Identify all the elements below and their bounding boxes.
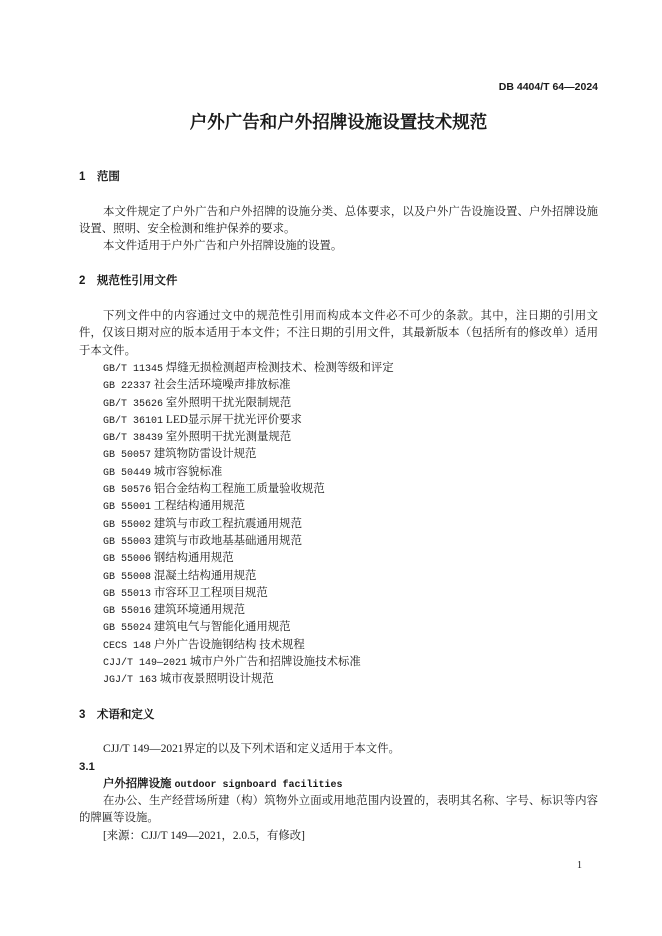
reference-item [79, 568, 598, 585]
term-entry [79, 759, 598, 845]
reference-title: 户外广告设施钢结构 技术规程 [153, 638, 305, 651]
reference-title: 市容环卫工程项目规范 [153, 586, 268, 599]
reference-item [79, 429, 598, 446]
terms-intro-paragraph: CJJ/T 149—2021界定的以及下列术语和定义适用于本文件。 [103, 743, 400, 756]
reference-item [79, 619, 598, 636]
reference-title: 城市户外广告和招牌设施技术标准 [189, 656, 361, 669]
reference-code: JGJ/T 163 [103, 675, 158, 687]
reference-code: GB 55006 [103, 554, 152, 566]
section-number: 2 [79, 275, 86, 288]
reference-title: 混凝土结构通用规范 [153, 569, 257, 582]
reference-item [79, 654, 598, 671]
section-title: 范围 [96, 171, 120, 183]
reference-item [79, 481, 598, 498]
reference-item [79, 533, 598, 550]
reference-item [79, 498, 598, 515]
reference-list [79, 360, 598, 689]
page-number: 1 [577, 860, 582, 871]
reference-title: 建筑与市政工程抗震通用规范 [153, 517, 302, 530]
reference-title: LED显示屏干扰光评价要求 [165, 413, 302, 426]
reference-title: 铝合金结构工程施工质量验收规范 [153, 483, 325, 496]
reference-code: GB/T 35626 [103, 398, 164, 410]
reference-item [79, 377, 598, 394]
reference-item [79, 360, 598, 377]
term-source: [来源：CJJ/T 149—2021，2.0.5，有修改] [103, 829, 305, 842]
reference-item [79, 602, 598, 619]
document-code: DB 4404/T 64—2024 [498, 81, 598, 93]
section-number: 1 [79, 171, 86, 183]
reference-code: GB 55003 [103, 536, 152, 548]
section-heading-terms-and-definitions [79, 707, 598, 724]
reference-item [79, 464, 598, 481]
reference-code: GB 55016 [103, 606, 152, 618]
references-intro-paragraph: 下列文件中的内容通过文中的规范性引用而构成本文件必不可少的条款。其中，注日期的引用文件，仅该日期对应的版本适用于本文件；不注日期的引用文件，其最新版本（包括所有的修改单）适用于本文件。 [79, 310, 598, 357]
reference-title: 焊缝无损检测超声检测技术、检测等级和评定 [165, 361, 394, 374]
term-heading [79, 776, 598, 793]
term-clause-number: 3.1 [79, 760, 95, 773]
reference-code: GB 55024 [103, 623, 152, 635]
reference-title: 城市容貌标准 [153, 465, 223, 478]
reference-item [79, 446, 598, 463]
reference-title: 工程结构通用规范 [153, 500, 246, 513]
reference-title: 社会生活环境噪声排放标准 [153, 379, 291, 392]
reference-code: GB 22337 [103, 381, 152, 393]
reference-item [79, 550, 598, 567]
reference-code: GB/T 36101 [103, 415, 164, 427]
reference-title: 建筑环境通用规范 [153, 604, 246, 617]
section-heading-scope [79, 169, 598, 186]
reference-code: GB 55013 [103, 588, 152, 600]
reference-code: CJJ/T 149—2021 [103, 658, 188, 670]
reference-code: GB 50057 [103, 450, 152, 462]
reference-title: 室外照明干扰光测量规范 [165, 431, 292, 444]
document-body [79, 169, 598, 845]
reference-title: 城市夜景照明设计规范 [159, 673, 274, 686]
section-title: 术语和定义 [96, 708, 155, 721]
reference-item [79, 671, 598, 688]
reference-code: GB/T 38439 [103, 433, 164, 445]
reference-item [79, 585, 598, 602]
reference-code: GB 50449 [103, 467, 152, 479]
reference-code: GB/T 11345 [103, 363, 164, 375]
scope-paragraph: 本文件规定了户外广告和户外招牌的设施分类、总体要求，以及户外广告设施设置、户外招牌设施设置、照明、安全检测和维护保养的要求。 [79, 205, 598, 235]
reference-title: 建筑与市政地基基础通用规范 [153, 534, 302, 547]
reference-title: 建筑电气与智能化通用规范 [153, 621, 291, 634]
reference-title: 室外照明干扰光限制规范 [165, 396, 292, 409]
reference-code: CECS 148 [103, 640, 152, 652]
reference-title: 建筑物防雷设计规范 [153, 448, 257, 461]
term-english: outdoor signboard facilities [174, 779, 343, 791]
reference-title: 钢结构通用规范 [153, 552, 234, 565]
section-title: 规范性引用文件 [96, 275, 178, 288]
section-number: 3 [79, 708, 86, 721]
reference-item [79, 637, 598, 654]
reference-code: GB 55002 [103, 519, 152, 531]
reference-code: GB 55001 [103, 502, 152, 514]
reference-code: GB 50576 [103, 485, 152, 497]
section-heading-normative-references [79, 273, 598, 290]
document-title: 户外广告和户外招牌设施设置技术规范 [189, 112, 488, 132]
term-definition: 在办公、生产经营场所建（构）筑物外立面或用地范围内设置的，表明其名称、字号、标识等内容的牌匾等设施。 [79, 795, 598, 825]
reference-code: GB 55008 [103, 571, 152, 583]
scope-paragraph: 本文件适用于户外广告和户外招牌设施的设置。 [103, 240, 343, 253]
term-chinese: 户外招牌设施 [103, 777, 172, 790]
reference-item [79, 395, 598, 412]
reference-item [79, 516, 598, 533]
reference-item [79, 412, 598, 429]
